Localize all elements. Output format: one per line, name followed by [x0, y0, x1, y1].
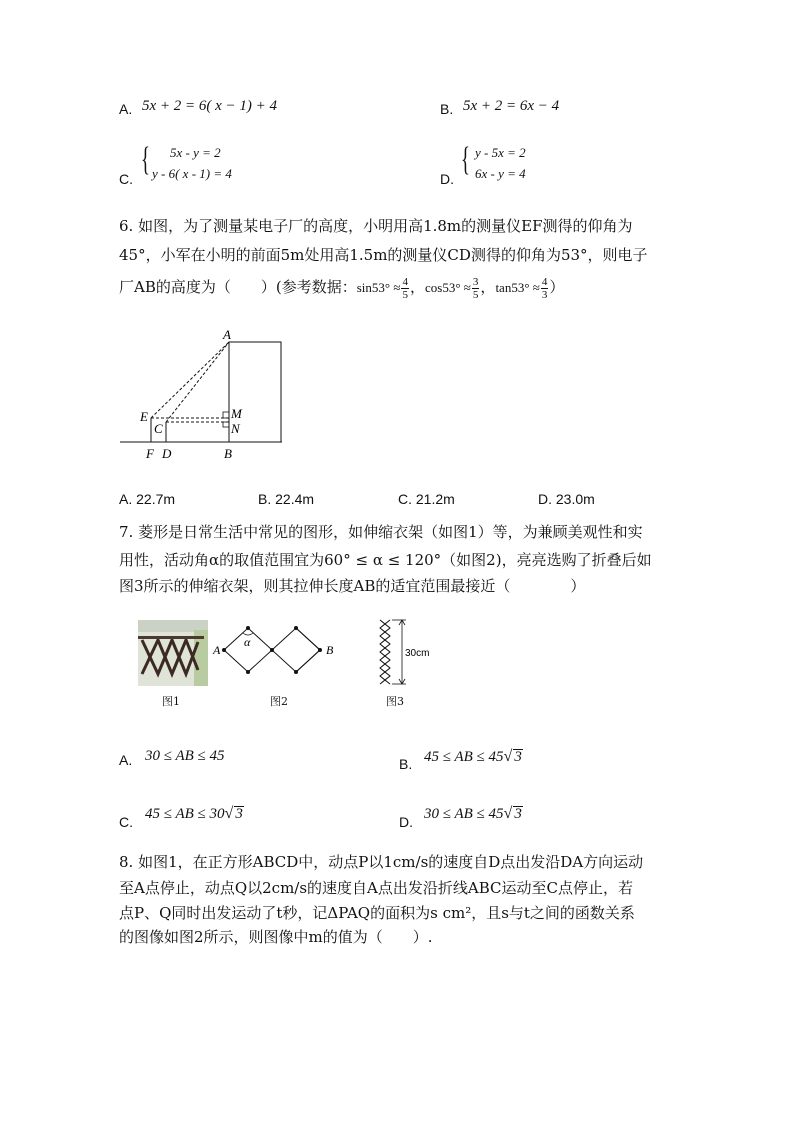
q7-option-d [424, 805, 523, 823]
q8-line3: 点P、Q同时出发运动了t秒，记ΔPAQ的面积为s cm²，且s与t之间的函数关系 [119, 904, 635, 922]
right-angle-m [223, 412, 229, 418]
q6-option-a-letter: A. [119, 491, 133, 507]
q7-option-c-root: 3 [235, 806, 243, 822]
sqrt-symbol: √ [224, 805, 234, 822]
q6-option-b-letter: B. [258, 491, 272, 507]
q6-option-b-value: 22.4m [275, 491, 315, 507]
q7-fig2-caption: 图2 [270, 695, 288, 708]
q6-sep-1: ， [409, 278, 425, 296]
q8-line1: 8. 如图1，在正方形ABCD中，动点P以1cm/s的速度自D点出发沿DA方向运动 [119, 853, 644, 871]
rhombus-chain-bottom [224, 650, 320, 672]
q6-tan-den: 3 [541, 288, 548, 301]
q5-option-b-expr: 5x + 2 = 6x − 4 [463, 98, 560, 114]
q6-option-a [119, 491, 175, 507]
q6-sin-frac [401, 276, 409, 301]
label-f: F [146, 446, 154, 461]
joint [246, 626, 250, 630]
joint [318, 648, 322, 652]
fig3-length-label: 30cm [405, 648, 430, 659]
q7-option-d-letter: D. [399, 814, 413, 830]
q6-option-c-letter: C. [398, 491, 412, 507]
joint [294, 670, 298, 674]
joint [222, 648, 226, 652]
joint [270, 648, 274, 652]
q5-option-c-letter: C. [119, 171, 133, 187]
q7-option-a-letter: A. [119, 752, 133, 768]
q7-option-d-expr: 30 ≤ AB ≤ 45 [424, 806, 504, 822]
q7-line1: 7. 菱形是日常生活中常见的图形，如伸缩衣架（如图1）等，为兼顾美观性和实 [119, 523, 643, 541]
q7-option-b-letter: B. [399, 756, 413, 772]
q7-option-d-root: 3 [514, 806, 522, 822]
label-b: B [224, 446, 232, 461]
q6-option-a-value: 22.7m [136, 491, 176, 507]
q7-line3: 图3所示的伸缩衣架，则其拉伸长度AB的适宜范围最接近（ ） [119, 577, 586, 595]
fig2-label-alpha: α [244, 635, 251, 649]
q7-fig2 [210, 625, 360, 685]
q7-option-b-root: 3 [514, 749, 522, 765]
sqrt-symbol: √ [503, 748, 513, 765]
q6-sin-label: sin53° ≈ [356, 280, 401, 295]
q7-option-b [424, 748, 523, 766]
fig2-label-b: B [326, 643, 334, 657]
sight-line-ea [151, 342, 229, 418]
q6-cos-den: 5 [472, 288, 479, 301]
q7-fig3 [372, 616, 442, 690]
label-n: N [231, 421, 240, 436]
q8-line4: 的图像如图2所示，则图像中m的值为（ ）. [119, 928, 433, 946]
q6-line2: 45°，小军在小明的前面5m处用高1.5m的测量仪CD测得的仰角为53°，则电子 [119, 246, 648, 264]
q6-cos-label: cos53° ≈ [425, 280, 471, 295]
q7-option-c-expr: 45 ≤ AB ≤ 30 [145, 806, 225, 822]
q6-sep-2: ， [480, 278, 496, 296]
q6-tan-num: 4 [541, 275, 548, 288]
q5-option-c-brace: { [141, 141, 150, 178]
label-d: D [162, 446, 172, 461]
q6-tan-label: tan53° ≈ [495, 280, 540, 295]
q6-line1: 6. 如图，为了测量某电子厂的高度，小明用高1.8m的测量仪EF测得的仰角为 [119, 217, 633, 235]
q6-line3 [119, 275, 564, 301]
q6-option-d-value: 23.0m [555, 491, 595, 507]
q6-figure [110, 322, 300, 462]
q7-option-c-letter: C. [119, 814, 133, 830]
label-a: A [223, 327, 231, 342]
right-angle-n [223, 422, 229, 427]
q7-option-b-expr: 45 ≤ AB ≤ 45 [424, 749, 504, 765]
q5-option-a-expr: 5x + 2 = 6( x − 1) + 4 [142, 98, 278, 114]
q5-option-d-line2: 6x - y = 4 [475, 166, 526, 181]
q5-option-c-line2: y - 6( x - 1) = 4 [152, 166, 232, 181]
fig2-label-a: A [213, 643, 221, 657]
q5-option-b-letter: B. [440, 101, 454, 117]
q6-option-b [258, 491, 314, 507]
joint [294, 626, 298, 630]
sqrt-symbol: √ [503, 805, 513, 822]
label-m: M [231, 406, 242, 421]
q6-tan-frac [541, 276, 549, 301]
q7-option-c [145, 805, 244, 823]
q8-line2: 至A点停止，动点Q以2cm/s的速度自A点出发沿折线ABC运动至C点停止，若 [119, 879, 633, 897]
q7-option-a-expr: 30 ≤ AB ≤ 45 [145, 748, 225, 764]
q6-option-d-letter: D. [538, 491, 552, 507]
rhombus-chain-top [224, 628, 320, 650]
q7-fig1-photo [138, 620, 208, 686]
sight-line-ca [166, 342, 229, 422]
q6-option-c [398, 491, 455, 507]
q6-cos-frac [472, 276, 480, 301]
label-c: C [154, 421, 163, 436]
q7-fig3-caption: 图3 [386, 695, 404, 708]
q5-option-d-brace: { [461, 141, 470, 178]
q5-option-d-letter: D. [440, 171, 454, 187]
q6-close: ） [549, 278, 565, 296]
q7-fig1-caption: 图1 [162, 695, 180, 708]
label-e: E [140, 409, 148, 424]
q6-option-d [538, 491, 595, 507]
q6-cos-num: 3 [472, 275, 479, 288]
q5-option-c-line1: 5x - y = 2 [170, 145, 221, 160]
q6-line3-text: 厂AB的高度为（ ）(参考数据： [119, 278, 357, 296]
q6-sin-num: 4 [402, 275, 408, 288]
q5-option-d-line1: y - 5x = 2 [475, 145, 526, 160]
q5-option-a-letter: A. [119, 101, 133, 117]
q7-line2: 用性，活动角α的取值范围宜为60° ≤ α ≤ 120°（如图2)，亮亮选购了折叠后如 [119, 551, 652, 569]
joint [246, 670, 250, 674]
q6-option-c-value: 21.2m [415, 491, 455, 507]
rhombus-3-right [296, 628, 320, 672]
q6-sin-den: 5 [402, 288, 408, 301]
rack-bar [138, 636, 204, 639]
